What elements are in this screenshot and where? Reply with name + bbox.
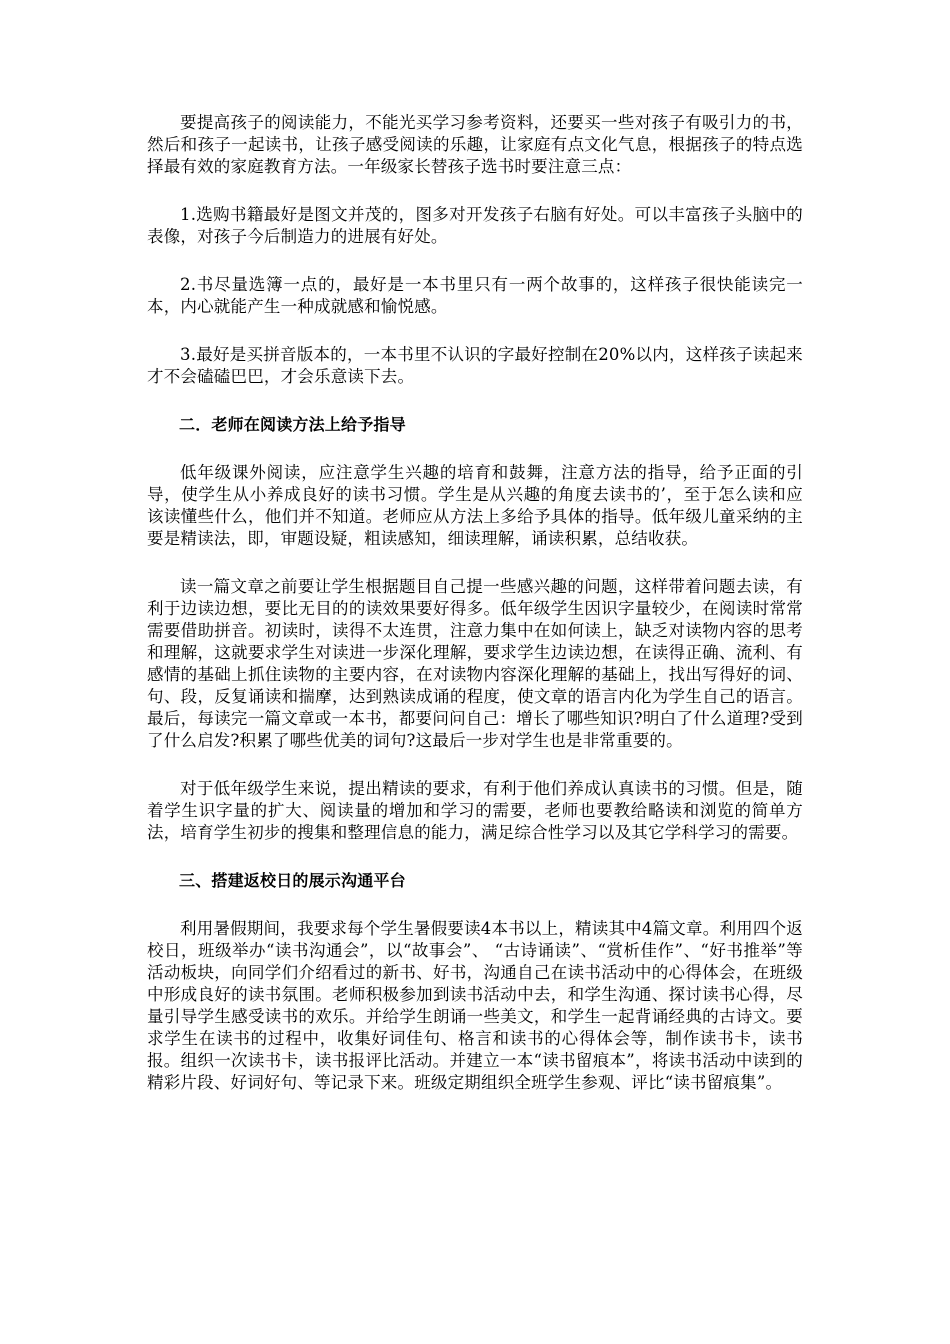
section-3-paragraph-1: 利用暑假期间，我要求每个学生暑假要读4本书以上，精读其中4篇文章。利用四个返校日，班级举办“读书沟通会”，以“故事会”、 “古诗诵读”、“赏析佳作”、“好书推举”等活动板块，向同学们介绍看过的新书、好书，沟通自己在读书活动中的心得体会，在班级中形成良好的读书氛围。老师积极参加到读书活动中去，和学生沟通、探讨读书心得，尽量引导学生感受读书的欢乐。并给学生朗诵一些美文，和学生一起背诵经典的古诗文。要求学生在读书的过程中，收集好词佳句、格言和读书的心得体会等，制作读书卡，读书报。组织一次读书卡，读书报评比活动。并建立一本“读书留痕本”，将读书活动中读到的精彩片段、好词好句、等记录下来。班级定期组织全班学生参观、评比“读书留痕集”。 <box>147 919 803 1092</box>
intro-paragraph: 要提高孩子的阅读能力，不能光买学习参考资料，还要买一些对孩子有吸引力的书，然后和孩子一起读书，让孩子感受阅读的乐趣，让家庭有点文化气息，根据孩子的特点选择最有效的家庭教育方法。一年级家长替孩子选书时要注意三点： <box>147 113 803 176</box>
point-3: 3.最好是买拼音版本的，一本书里不认识的字最好控制在20%以内，这样孩子读起来才不会磕磕巴巴，才会乐意读下去。 <box>147 345 803 386</box>
section-2-paragraph-2: 读一篇文章之前要让学生根据题目自己提一些感兴趣的问题，这样带着问题去读，有利于边读边想，要比无目的的读效果要好得多。低年级学生因识字量较少，在阅读时常常需要借助拼音。初读时，读得不太连贯，注意力集中在如何读上，缺乏对读物内容的思考和理解，这就要求学生对读进一步深化理解，要求学生边读边想，在读得正确、流利、有感情的基础上抓住读物的主要内容，在对读物内容深化理解的基础上，找出写得好的词、句、段，反复诵读和揣摩，达到熟读成诵的程度，使文章的语言内化为学生自己的语言。最后，每读完一篇文章或一本书，都要问问自己：增长了哪些知识?明白了什么道理?受到了什么启发?积累了哪些优美的词句?这最后一步对学生也是非常重要的。 <box>147 577 803 750</box>
section-2-paragraph-3: 对于低年级学生来说，提出精读的要求，有利于他们养成认真读书的习惯。但是，随着学生识字量的扩大、阅读量的增加和学习的需要，老师也要教给略读和浏览的简单方法，培育学生初步的搜集和整理信息的能力，满足综合性学习以及其它学科学习的需要。 <box>147 779 803 842</box>
point-1: 1.选购书籍最好是图文并茂的，图多对开发孩子右脑有好处。可以丰富孩子头脑中的表像，对孩子今后制造力的进展有好处。 <box>147 205 803 246</box>
section-3-heading: 三、搭建返校日的展示沟通平台 <box>179 871 406 890</box>
section-2-paragraph-1: 低年级课外阅读，应注意学生兴趣的培育和鼓舞，注意方法的指导，给予正面的引导，使学生从小养成良好的读书习惯。学生是从兴趣的角度去读书的’，至于怎么读和应该读懂些什么，他们并不知道。老师应从方法上多给予具体的指导。低年级儿童采纳的主要是精读法，即，审题设疑，粗读感知，细读理解，诵读积累，总结收获。 <box>147 463 803 548</box>
document-body <box>147 112 803 1094</box>
section-2-heading: 二．老师在阅读方法上给予指导 <box>179 415 406 434</box>
point-2: 2.书尽量选簿一点的，最好是一本书里只有一两个故事的，这样孩子很快能读完一本，内心就能产生一种成就感和愉悦感。 <box>147 275 803 316</box>
